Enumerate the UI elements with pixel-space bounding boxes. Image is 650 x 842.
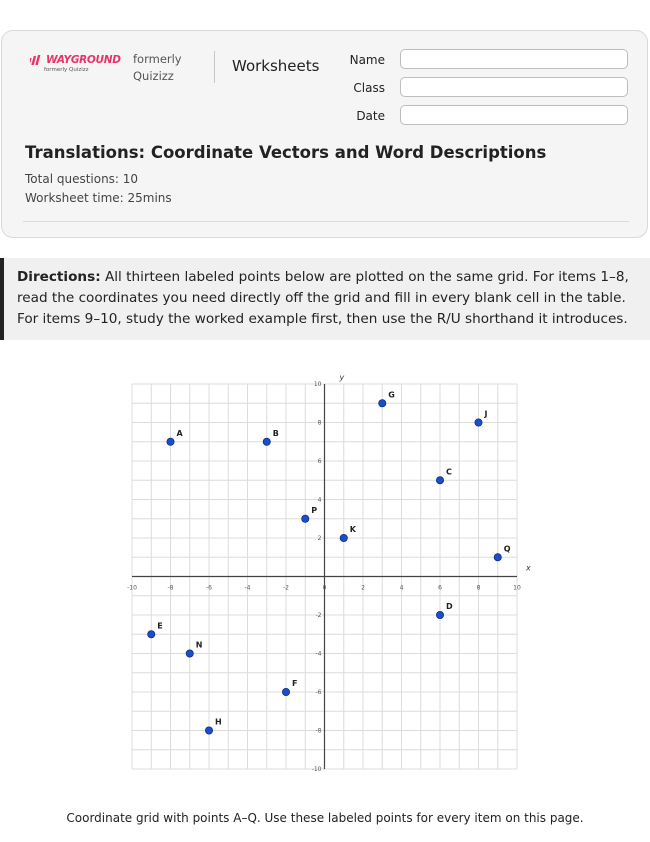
date-field[interactable]: [400, 105, 628, 125]
formerly-label: formerly Quizizz: [133, 52, 182, 83]
point-c: [436, 477, 443, 484]
header-bottom-divider: [23, 221, 629, 222]
name-label: Name: [349, 53, 385, 67]
y-tick-label: -6: [315, 689, 322, 696]
x-tick-label: -6: [206, 584, 212, 592]
y-tick-label: 10: [313, 381, 322, 388]
x-tick-label: 6: [438, 584, 442, 592]
date-label: Date: [356, 109, 385, 123]
point-label-e: E: [157, 621, 163, 631]
x-tick-label: 4: [399, 584, 404, 592]
header-divider: [214, 51, 215, 83]
point-b: [263, 438, 270, 445]
point-label-f: F: [292, 679, 298, 688]
x-tick-label: 8: [476, 584, 481, 592]
point-label-j: J: [484, 409, 488, 419]
x-tick-label: 10: [513, 584, 521, 592]
x-tick-label: -2: [283, 584, 289, 592]
wayground-logo: [30, 54, 122, 73]
y-tick-label: 6: [317, 458, 322, 465]
x-tick-label: -10: [127, 584, 137, 592]
directions-label: Directions:: [17, 269, 101, 285]
point-label-p: P: [311, 505, 318, 515]
point-label-a: A: [176, 428, 183, 438]
x-tick-label: 2: [361, 584, 365, 592]
point-label-h: H: [215, 717, 222, 727]
total-questions: Total questions: 10: [25, 172, 139, 186]
point-h: [205, 727, 212, 734]
logo-subtext: formerly Quizizz: [44, 67, 89, 73]
point-j: [475, 419, 482, 426]
point-n: [186, 650, 193, 657]
point-f: [282, 688, 289, 695]
grid-caption: Coordinate grid with points A–Q. Use these labeled points for every item on this page.: [66, 811, 584, 825]
y-tick-label: -2: [315, 612, 322, 619]
directions-text: All thirteen labeled points below are plotted on the same grid. For items 1–8, read the coordinates you need directly off the grid and fill in every blank cell in the table. For items 9–10, study the worked example first, then use the R/U shorthand it introduces.: [17, 269, 629, 327]
section-title: Worksheets: [232, 57, 320, 75]
point-label-d: D: [446, 602, 453, 611]
logo-text: WAYGROUND: [46, 54, 121, 66]
point-label-g: G: [388, 390, 395, 400]
point-label-c: C: [446, 467, 452, 477]
y-tick-label: 2: [317, 535, 322, 542]
class-label: Class: [353, 81, 385, 95]
x-axis-label: x: [526, 563, 531, 573]
y-tick-label: 4: [317, 496, 322, 504]
y-tick-label: 8: [317, 419, 322, 427]
x-tick-label: -8: [167, 584, 174, 592]
x-tick-label: -4: [244, 584, 251, 592]
point-label-n: N: [195, 640, 203, 650]
point-k: [340, 534, 347, 541]
worksheet-header: [1, 30, 648, 238]
worksheet-time: Worksheet time: 25mins: [25, 191, 172, 205]
name-field[interactable]: [400, 49, 628, 69]
point-label-k: K: [349, 525, 356, 534]
point-d: [436, 611, 443, 618]
point-a: [167, 438, 174, 445]
y-tick-label: -8: [315, 727, 322, 735]
class-field[interactable]: [400, 77, 628, 97]
point-label-b: B: [272, 428, 279, 438]
point-q: [494, 554, 501, 561]
x-tick-label: 0: [322, 584, 327, 592]
point-label-q: Q: [503, 544, 511, 554]
point-e: [148, 631, 155, 638]
worksheet-title: Translations: Coordinate Vectors and Word Descriptions: [25, 143, 547, 162]
coordinate-grid-svg: [118, 372, 538, 777]
point-g: [379, 400, 386, 407]
y-tick-label: -4: [315, 650, 322, 658]
coordinate-grid: [118, 372, 538, 777]
point-p: [302, 515, 309, 522]
y-tick-label: -10: [311, 766, 322, 773]
logo-mark-icon: [30, 55, 44, 65]
directions-box: [0, 258, 650, 340]
y-axis-label: y: [339, 373, 345, 382]
